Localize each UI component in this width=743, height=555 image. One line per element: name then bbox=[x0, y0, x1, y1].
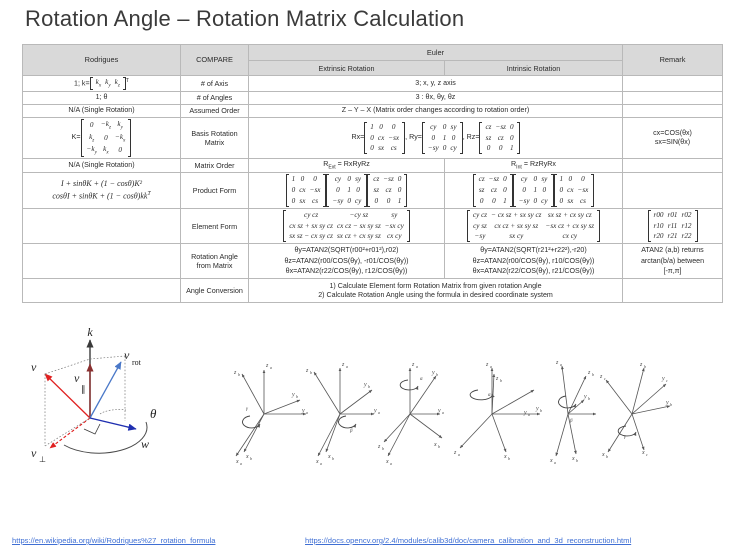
intrinsic-rotation-diagram bbox=[444, 352, 676, 480]
int-product-matrix-3: 1 0 0 0 cx −sx 0 sx cs bbox=[554, 174, 595, 206]
header-extrinsic: Extrinsic Rotation bbox=[249, 61, 445, 76]
svg-text:z: z bbox=[412, 362, 415, 368]
cell-euler-assumed-order: Z – Y – X (Matrix order changes according to rotation order) bbox=[249, 104, 623, 117]
table-row-matrix-order bbox=[23, 159, 723, 173]
intrinsic-product-group bbox=[447, 174, 620, 206]
svg-text:a: a bbox=[490, 364, 492, 369]
svg-text:a: a bbox=[442, 410, 444, 415]
table-row-assumed-order bbox=[23, 104, 723, 117]
ry-label: , Ry= bbox=[405, 133, 422, 142]
header-remark: Remark bbox=[623, 45, 723, 76]
rodrigues-formula-block bbox=[25, 178, 178, 202]
svg-text:b: b bbox=[670, 402, 672, 407]
svg-text:x: x bbox=[550, 458, 553, 464]
cell-remark-basis bbox=[623, 117, 723, 158]
svg-text:b: b bbox=[576, 458, 578, 463]
intrinsic-diagram-svg bbox=[444, 352, 676, 480]
svg-text:z: z bbox=[454, 450, 457, 456]
label-v-parallel-sub: ∥ bbox=[81, 384, 86, 394]
svg-text:b: b bbox=[382, 446, 384, 451]
cell-euler-angle-conversion bbox=[249, 279, 623, 303]
svg-text:z: z bbox=[496, 376, 499, 382]
svg-text:z: z bbox=[306, 368, 309, 374]
svg-text:x: x bbox=[572, 456, 575, 462]
cell-remark-matrix-order bbox=[623, 159, 723, 173]
rotation-angle-label-line1: Rotation Angle bbox=[191, 252, 238, 262]
svg-text:b: b bbox=[250, 456, 252, 461]
svg-text:a: a bbox=[240, 461, 242, 466]
svg-text:y: y bbox=[438, 408, 441, 414]
cell-intrinsic-product-form bbox=[445, 172, 623, 208]
svg-text:y: y bbox=[666, 400, 669, 406]
ext-angle-line-2: θz=ATAN2(r00/COS(θy), -r01/COS(θy)) bbox=[284, 256, 409, 265]
int-product-matrix-2: cy 0 sy 0 1 0 −sy 0 cy bbox=[513, 174, 554, 206]
svg-text:b: b bbox=[368, 384, 370, 389]
label-num-angles: # of Angles bbox=[181, 91, 249, 104]
ext-product-matrix-2: cy 0 sy 0 1 0 −sy 0 cy bbox=[326, 174, 367, 206]
rotation-angle-label-line2: from Matrix bbox=[196, 261, 233, 271]
ry-matrix: cy 0 sy 0 1 0 −sy 0 cy bbox=[422, 122, 463, 154]
right-angle-mark bbox=[84, 424, 100, 434]
rodrigues-formula-line2-sup: T bbox=[147, 191, 151, 198]
cell-rodrigues-basis bbox=[23, 117, 181, 158]
svg-text:x: x bbox=[504, 454, 507, 460]
svg-text:b: b bbox=[500, 378, 502, 383]
cell-rodrigues-element-form bbox=[23, 208, 181, 243]
extrinsic-element-group bbox=[251, 210, 442, 242]
remark-atan2-line-1: ATAN2 (a,b) returns bbox=[641, 246, 704, 255]
rodrigues-K-matrix: 0 $-k_z$ $k_y$ $k_z$ 0 $-k_x$ $-k_y$ $k_x$ 0 bbox=[81, 119, 132, 157]
label-theta: θ bbox=[150, 406, 157, 421]
svg-text:y: y bbox=[584, 394, 587, 400]
rodrigues-diagram-svg bbox=[28, 326, 238, 486]
svg-text:x: x bbox=[434, 442, 437, 448]
ext-angle-line-3: θx=ATAN2(r22/COS(θy), r12/COS(θy)) bbox=[285, 267, 408, 276]
int-product-matrix-1: cz −sz 0 sz cz 0 0 0 1 bbox=[473, 174, 513, 206]
header-intrinsic: Intrinsic Rotation bbox=[445, 61, 623, 76]
svg-text:y: y bbox=[524, 410, 527, 416]
ext-angle-line-1: θy=ATAN2(SQRT(r00²+r01²),r02) bbox=[294, 246, 399, 255]
svg-text:a: a bbox=[554, 460, 556, 465]
table-row-axis bbox=[23, 76, 723, 92]
svg-text:z: z bbox=[342, 362, 345, 368]
label-element-form: Element Form bbox=[181, 208, 249, 243]
link-opencv-calib3d[interactable]: https://docs.opencv.org/2.4/modules/calib3d/doc/camera_calibration_and_3d_reconstruction.html bbox=[305, 536, 632, 545]
remark-atan2-line-2: arctan(b/a) between bbox=[640, 256, 705, 265]
table-row-basis-matrix bbox=[23, 117, 723, 158]
svg-text:a: a bbox=[346, 364, 348, 369]
rotation-comparison-table bbox=[22, 44, 723, 303]
remark-sin-def: sx=SIN(θx) bbox=[654, 137, 691, 146]
cell-remark-rotation-angle bbox=[623, 244, 723, 279]
header-euler: Euler bbox=[249, 45, 623, 61]
int-angle-line-2: θz=ATAN2(r00/COS(θy), r10/COS(θy)) bbox=[472, 256, 595, 265]
svg-text:c: c bbox=[646, 452, 648, 457]
svg-text:z: z bbox=[556, 360, 559, 366]
svg-text:b: b bbox=[540, 408, 542, 413]
v-arrow bbox=[45, 374, 90, 418]
int-angle-line-1: θy=ATAN2(SQRT(r21²+r22²),-r20) bbox=[480, 246, 587, 255]
label-num-axis: # of Axis bbox=[181, 76, 249, 92]
angle-conversion-line-2: 2) Calculate Rotation Angle using the formula in desired coordinate system bbox=[318, 290, 553, 299]
ext-order-text: $R_{Ext}$ = RxRyRz bbox=[323, 160, 370, 171]
svg-text:a: a bbox=[416, 364, 418, 369]
label-product-form: Product Form bbox=[181, 172, 249, 208]
header-rodrigues: Rodrigues bbox=[23, 45, 181, 76]
svg-text:b: b bbox=[296, 394, 298, 399]
cell-euler-basis bbox=[249, 117, 623, 158]
label-v-perp-sub: ⊥ bbox=[39, 455, 46, 464]
label-basis-rotation-matrix bbox=[181, 117, 249, 158]
svg-text:z: z bbox=[588, 370, 591, 376]
rx-matrix: 1 0 0 0 cx −sx 0 sx cs bbox=[364, 122, 405, 154]
svg-text:y: y bbox=[292, 392, 295, 398]
label-v-perp: v bbox=[31, 446, 37, 460]
rodrigues-rotation-diagram bbox=[28, 326, 238, 486]
svg-text:z: z bbox=[486, 362, 489, 368]
label-v-parallel: v bbox=[74, 371, 80, 385]
angle-conversion-line-1: 1) Calculate Element form Rotation Matrix from given rotation Angle bbox=[329, 281, 542, 290]
cell-remark-element-form bbox=[623, 208, 723, 243]
extrinsic-product-group bbox=[251, 174, 442, 206]
svg-text:b: b bbox=[606, 454, 608, 459]
label-matrix-order: Matrix Order bbox=[181, 159, 249, 173]
svg-text:b: b bbox=[332, 456, 334, 461]
label-w: w bbox=[141, 437, 150, 451]
svg-text:x: x bbox=[236, 459, 239, 465]
svg-text:a: a bbox=[528, 412, 530, 417]
svg-text:a: a bbox=[378, 410, 380, 415]
label-v-rot: v bbox=[124, 348, 130, 362]
svg-text:b: b bbox=[644, 364, 646, 369]
remark-r-matrix: r00 r01 r02 r10 r11 r12 r20 r21 r22 bbox=[648, 210, 698, 242]
svg-text:α: α bbox=[488, 393, 491, 398]
svg-text:y: y bbox=[536, 406, 539, 412]
svg-text:β: β bbox=[350, 429, 353, 434]
svg-text:z: z bbox=[640, 362, 643, 368]
remark-atan2-line-3: [-π,π] bbox=[663, 267, 682, 276]
svg-text:b: b bbox=[310, 370, 312, 375]
basis-label-line1: Basis Rotation bbox=[191, 128, 238, 138]
k-vector-matrix: $k_x$ $k_y$ $k_z$ bbox=[90, 77, 126, 90]
svg-text:z: z bbox=[378, 444, 381, 450]
extrinsic-rotation-diagram bbox=[222, 352, 444, 480]
rotation-curl-group-2 bbox=[470, 390, 636, 436]
int-angle-line-3: θx=ATAN2(r22/COS(θy), r21/COS(θy)) bbox=[472, 267, 595, 276]
svg-text:b: b bbox=[436, 372, 438, 377]
svg-text:α: α bbox=[420, 377, 423, 382]
cell-intrinsic-element-form bbox=[445, 208, 623, 243]
frame-axes-group-2 bbox=[460, 366, 670, 456]
svg-text:a: a bbox=[458, 452, 460, 457]
frame-axes-group bbox=[236, 368, 442, 456]
svg-text:x: x bbox=[386, 459, 389, 465]
svg-text:a: a bbox=[560, 362, 562, 367]
theta-arc bbox=[64, 422, 150, 453]
svg-text:c: c bbox=[604, 376, 606, 381]
extrinsic-diagram-svg bbox=[222, 352, 444, 480]
k-equals-label: K= bbox=[71, 133, 81, 142]
header-compare: COMPARE bbox=[181, 45, 249, 76]
label-v-rot-sub: rot bbox=[132, 358, 141, 367]
svg-text:z: z bbox=[266, 363, 269, 369]
svg-text:x: x bbox=[246, 454, 249, 460]
table-row-product-form bbox=[23, 172, 723, 208]
svg-text:b: b bbox=[438, 444, 440, 449]
plane-hint bbox=[100, 410, 126, 414]
svg-text:x: x bbox=[328, 454, 331, 460]
table-row-angle-conversion bbox=[23, 279, 723, 303]
svg-text:y: y bbox=[432, 370, 435, 376]
int-element-matrix: cy cz − cx sz + sx sy cz sx sz + cx sy cz cy sz cx cz + sx sy sz −sx cz + cx sy sz −sy sx cy cx cy bbox=[467, 210, 600, 242]
basis-label-line2: Matrix bbox=[204, 137, 225, 147]
page-title: Rotation Angle – Rotation Matrix Calculation bbox=[25, 6, 465, 31]
ext-product-matrix-3: cz −sz 0 sz cz 0 0 0 1 bbox=[367, 174, 407, 206]
link-wikipedia-rodrigues[interactable]: https://en.wikipedia.org/wiki/Rodrigues%27_rotation_formula bbox=[12, 536, 216, 545]
label-angle-conversion: Angle Conversion bbox=[181, 279, 249, 303]
rodrigues-formula-line2 bbox=[25, 190, 178, 202]
svg-text:a: a bbox=[270, 365, 272, 370]
cell-extrinsic-matrix-order bbox=[249, 159, 445, 173]
rx-label: Rx= bbox=[351, 133, 365, 142]
ext-product-matrix-1: 1 0 0 0 cx −sx 0 sx cs bbox=[286, 174, 327, 206]
rotation-curl-group bbox=[243, 380, 418, 428]
label-rotation-angle-from-matrix bbox=[181, 244, 249, 279]
svg-text:y: y bbox=[662, 376, 665, 382]
svg-text:z: z bbox=[234, 370, 237, 376]
intrinsic-element-group bbox=[447, 210, 620, 242]
axis-prefix: 1; k= bbox=[74, 79, 90, 88]
label-k: k bbox=[87, 326, 93, 339]
rz-matrix: cz −sz 0 sz cz 0 0 0 1 bbox=[479, 122, 519, 154]
cell-remark-assumed-order bbox=[623, 104, 723, 117]
cell-intrinsic-rotation-angle bbox=[445, 244, 623, 279]
construction-lines bbox=[45, 356, 125, 446]
cell-extrinsic-rotation-angle bbox=[249, 244, 445, 279]
svg-text:b: b bbox=[592, 372, 594, 377]
svg-text:y: y bbox=[364, 382, 367, 388]
v-perp-arrow bbox=[50, 418, 90, 448]
cell-extrinsic-product-form bbox=[249, 172, 445, 208]
cell-remark-angle-conversion bbox=[623, 279, 723, 303]
table-row-element-form bbox=[23, 208, 723, 243]
w-arrow bbox=[90, 418, 136, 429]
svg-text:y: y bbox=[302, 408, 305, 414]
cell-euler-axis: 3; x, y, z axis bbox=[249, 76, 623, 92]
svg-text:x: x bbox=[642, 450, 645, 456]
svg-text:β: β bbox=[570, 419, 573, 424]
cell-rodrigues-rotation-angle bbox=[23, 244, 181, 279]
cell-rodrigues-axis: 1; k= $k_x$ $k_y$ $k_z$ $^T$ bbox=[23, 76, 181, 92]
rodrigues-formula-line1: I + sinθK + (1 − cosθ)K² bbox=[60, 179, 143, 189]
rz-label: , Rz= bbox=[462, 133, 480, 142]
remark-cos-def: cx=COS(θx) bbox=[653, 129, 692, 138]
cell-remark-axis bbox=[623, 76, 723, 92]
svg-text:b: b bbox=[508, 456, 510, 461]
cell-rodrigues-assumed-order: N/A (Single Rotation) bbox=[23, 104, 181, 117]
cell-rodrigues-angles: 1; θ bbox=[23, 91, 181, 104]
svg-text:z: z bbox=[600, 374, 603, 380]
cell-rodrigues-product-form bbox=[23, 172, 181, 208]
svg-text:b: b bbox=[238, 372, 240, 377]
svg-text:x: x bbox=[316, 459, 319, 465]
svg-text:γ: γ bbox=[624, 435, 626, 440]
svg-text:a: a bbox=[320, 461, 322, 466]
svg-text:a: a bbox=[390, 461, 392, 466]
label-assumed-order: Assumed Order bbox=[181, 104, 249, 117]
table-header-row-1 bbox=[23, 45, 723, 61]
cell-euler-angles: 3 : θx, θy, θz bbox=[249, 91, 623, 104]
svg-text:c: c bbox=[666, 378, 668, 383]
cell-remark-angles bbox=[623, 91, 723, 104]
svg-text:x: x bbox=[602, 452, 605, 458]
svg-text:y: y bbox=[374, 408, 377, 414]
cell-rodrigues-matrix-order: N/A (Single Rotation) bbox=[23, 159, 181, 173]
cell-remark-product-form bbox=[623, 172, 723, 208]
svg-text:b: b bbox=[588, 396, 590, 401]
label-v: v bbox=[31, 360, 37, 374]
rodrigues-formula-line2-text: cosθI + sinθK + (1 − cosθ)kk bbox=[52, 191, 148, 201]
basis-matrices-group bbox=[251, 122, 620, 154]
svg-text:γ: γ bbox=[246, 407, 248, 412]
cell-intrinsic-matrix-order bbox=[445, 159, 623, 173]
int-order-text: $R_{Int}$ = RzRyRx bbox=[511, 160, 556, 171]
table-row-rotation-angle bbox=[23, 244, 723, 279]
cell-extrinsic-element-form bbox=[249, 208, 445, 243]
table-row-angles bbox=[23, 91, 723, 104]
ext-element-matrix: cy cz −cy sz sy cx sz + sx sy cz cx cz − sx sy sz −sx cy sx sz − cx sy cz sx cz + cx sy sz cx cy bbox=[283, 210, 410, 242]
cell-rodrigues-angle-conversion bbox=[23, 279, 181, 303]
svg-text:a: a bbox=[306, 410, 308, 415]
